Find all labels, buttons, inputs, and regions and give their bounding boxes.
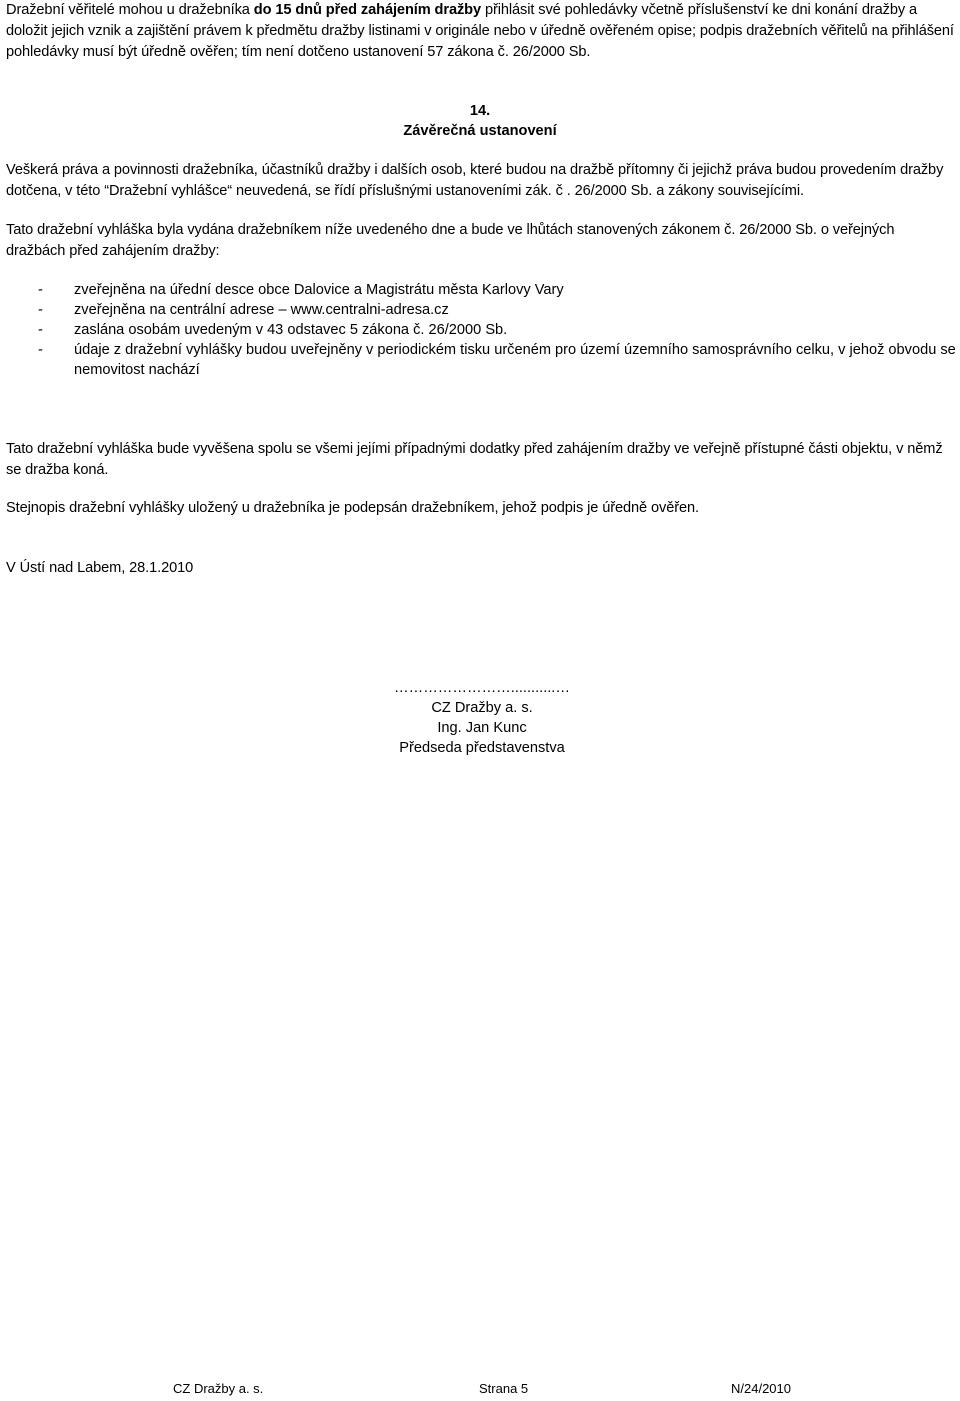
- list-dash: -: [38, 322, 43, 338]
- intro-text-start: Dražební věřitelé mohou u dražebníka: [6, 2, 254, 18]
- posting-paragraph: Tato dražební vyhláška bude vyvěšena spolu se všemi jejími případnými dodatky před zahájením dražby ve veřejně přístupné části objektu, v němž se dražba koná.: [6, 441, 943, 478]
- list-item: [6, 320, 956, 340]
- list-dash: -: [38, 302, 43, 318]
- section-title: Závěrečná ustanovení: [403, 123, 557, 139]
- footer-reference: N/24/2010: [731, 1381, 791, 1396]
- place-date: V Ústí nad Labem, 28.1.2010: [6, 560, 194, 576]
- signature-role: Předseda představenstva: [399, 740, 565, 756]
- list-dash: -: [38, 342, 43, 358]
- intro-deadline-bold: do 15 dnů před zahájením dražby: [253, 2, 481, 18]
- copy-paragraph: Stejnopis dražební vyhlášky uložený u dražebníka je podepsán dražebníkem, jehož podpis je úředně ověřen.: [6, 500, 699, 516]
- list-item-text: zveřejněna na úřední desce obce Dalovice a Magistrátu města Karlovy Vary: [74, 282, 564, 298]
- list-item: [6, 340, 956, 380]
- list-item-text: zaslána osobám uvedeným v 43 odstavec 5 zákona č. 26/2000 Sb.: [74, 322, 508, 338]
- section-number: 14.: [469, 103, 491, 119]
- list-item: [6, 300, 956, 320]
- footer-page-number: Strana 5: [479, 1381, 529, 1396]
- list-dash: -: [38, 282, 43, 298]
- list-item: [6, 280, 956, 300]
- publication-paragraph: Tato dražební vyhláška byla vydána dražebníkem níže uvedeného dne a bude ve lhůtách stanovených zákonem č. 26/2000 Sb. o veřejných dražbách před zahájením dražby:: [6, 222, 895, 259]
- publication-list: [6, 280, 956, 380]
- signature-person: Ing. Jan Kunc: [437, 720, 527, 736]
- rights-paragraph: Veškerá práva a povinnosti dražebníka, účastníků dražby i dalších osob, které budou na dražbě přítomny či jejichž práva budou provedením dražby dotčena, v této “Dražební vyhlášce“ neuvedená, se řídí příslušnými ustanoveními zák. č . 26/2000 Sb. a zákony souvisejícími.: [6, 162, 944, 199]
- signature-dots: ……………………...........…: [394, 680, 570, 696]
- intro-paragraph: [6, 0, 956, 63]
- footer-company: CZ Dražby a. s.: [173, 1381, 264, 1396]
- list-item-text: zveřejněna na centrální adrese – www.centralni-adresa.cz: [74, 302, 449, 318]
- list-item-text: údaje z dražební vyhlášky budou uveřejněny v periodickém tisku určeném pro území územního samosprávního celku, v jehož obvodu se nemovitost nachází: [74, 342, 956, 378]
- intro-text-rest: přihlásit své pohledávky včetně příslušenství ke dni konání dražby a doložit jejich vznik a zajištění právem k předmětu dražby listinami v originále nebo v úředně ověřeném opise; podpis dražebních věřitelů na přihlášení pohledávky musí být úředně ověřen; tím není dotčeno ustanovení 57 zákona č. 26/2000 Sb.: [6, 2, 954, 60]
- signature-company: CZ Dražby a. s.: [431, 700, 533, 716]
